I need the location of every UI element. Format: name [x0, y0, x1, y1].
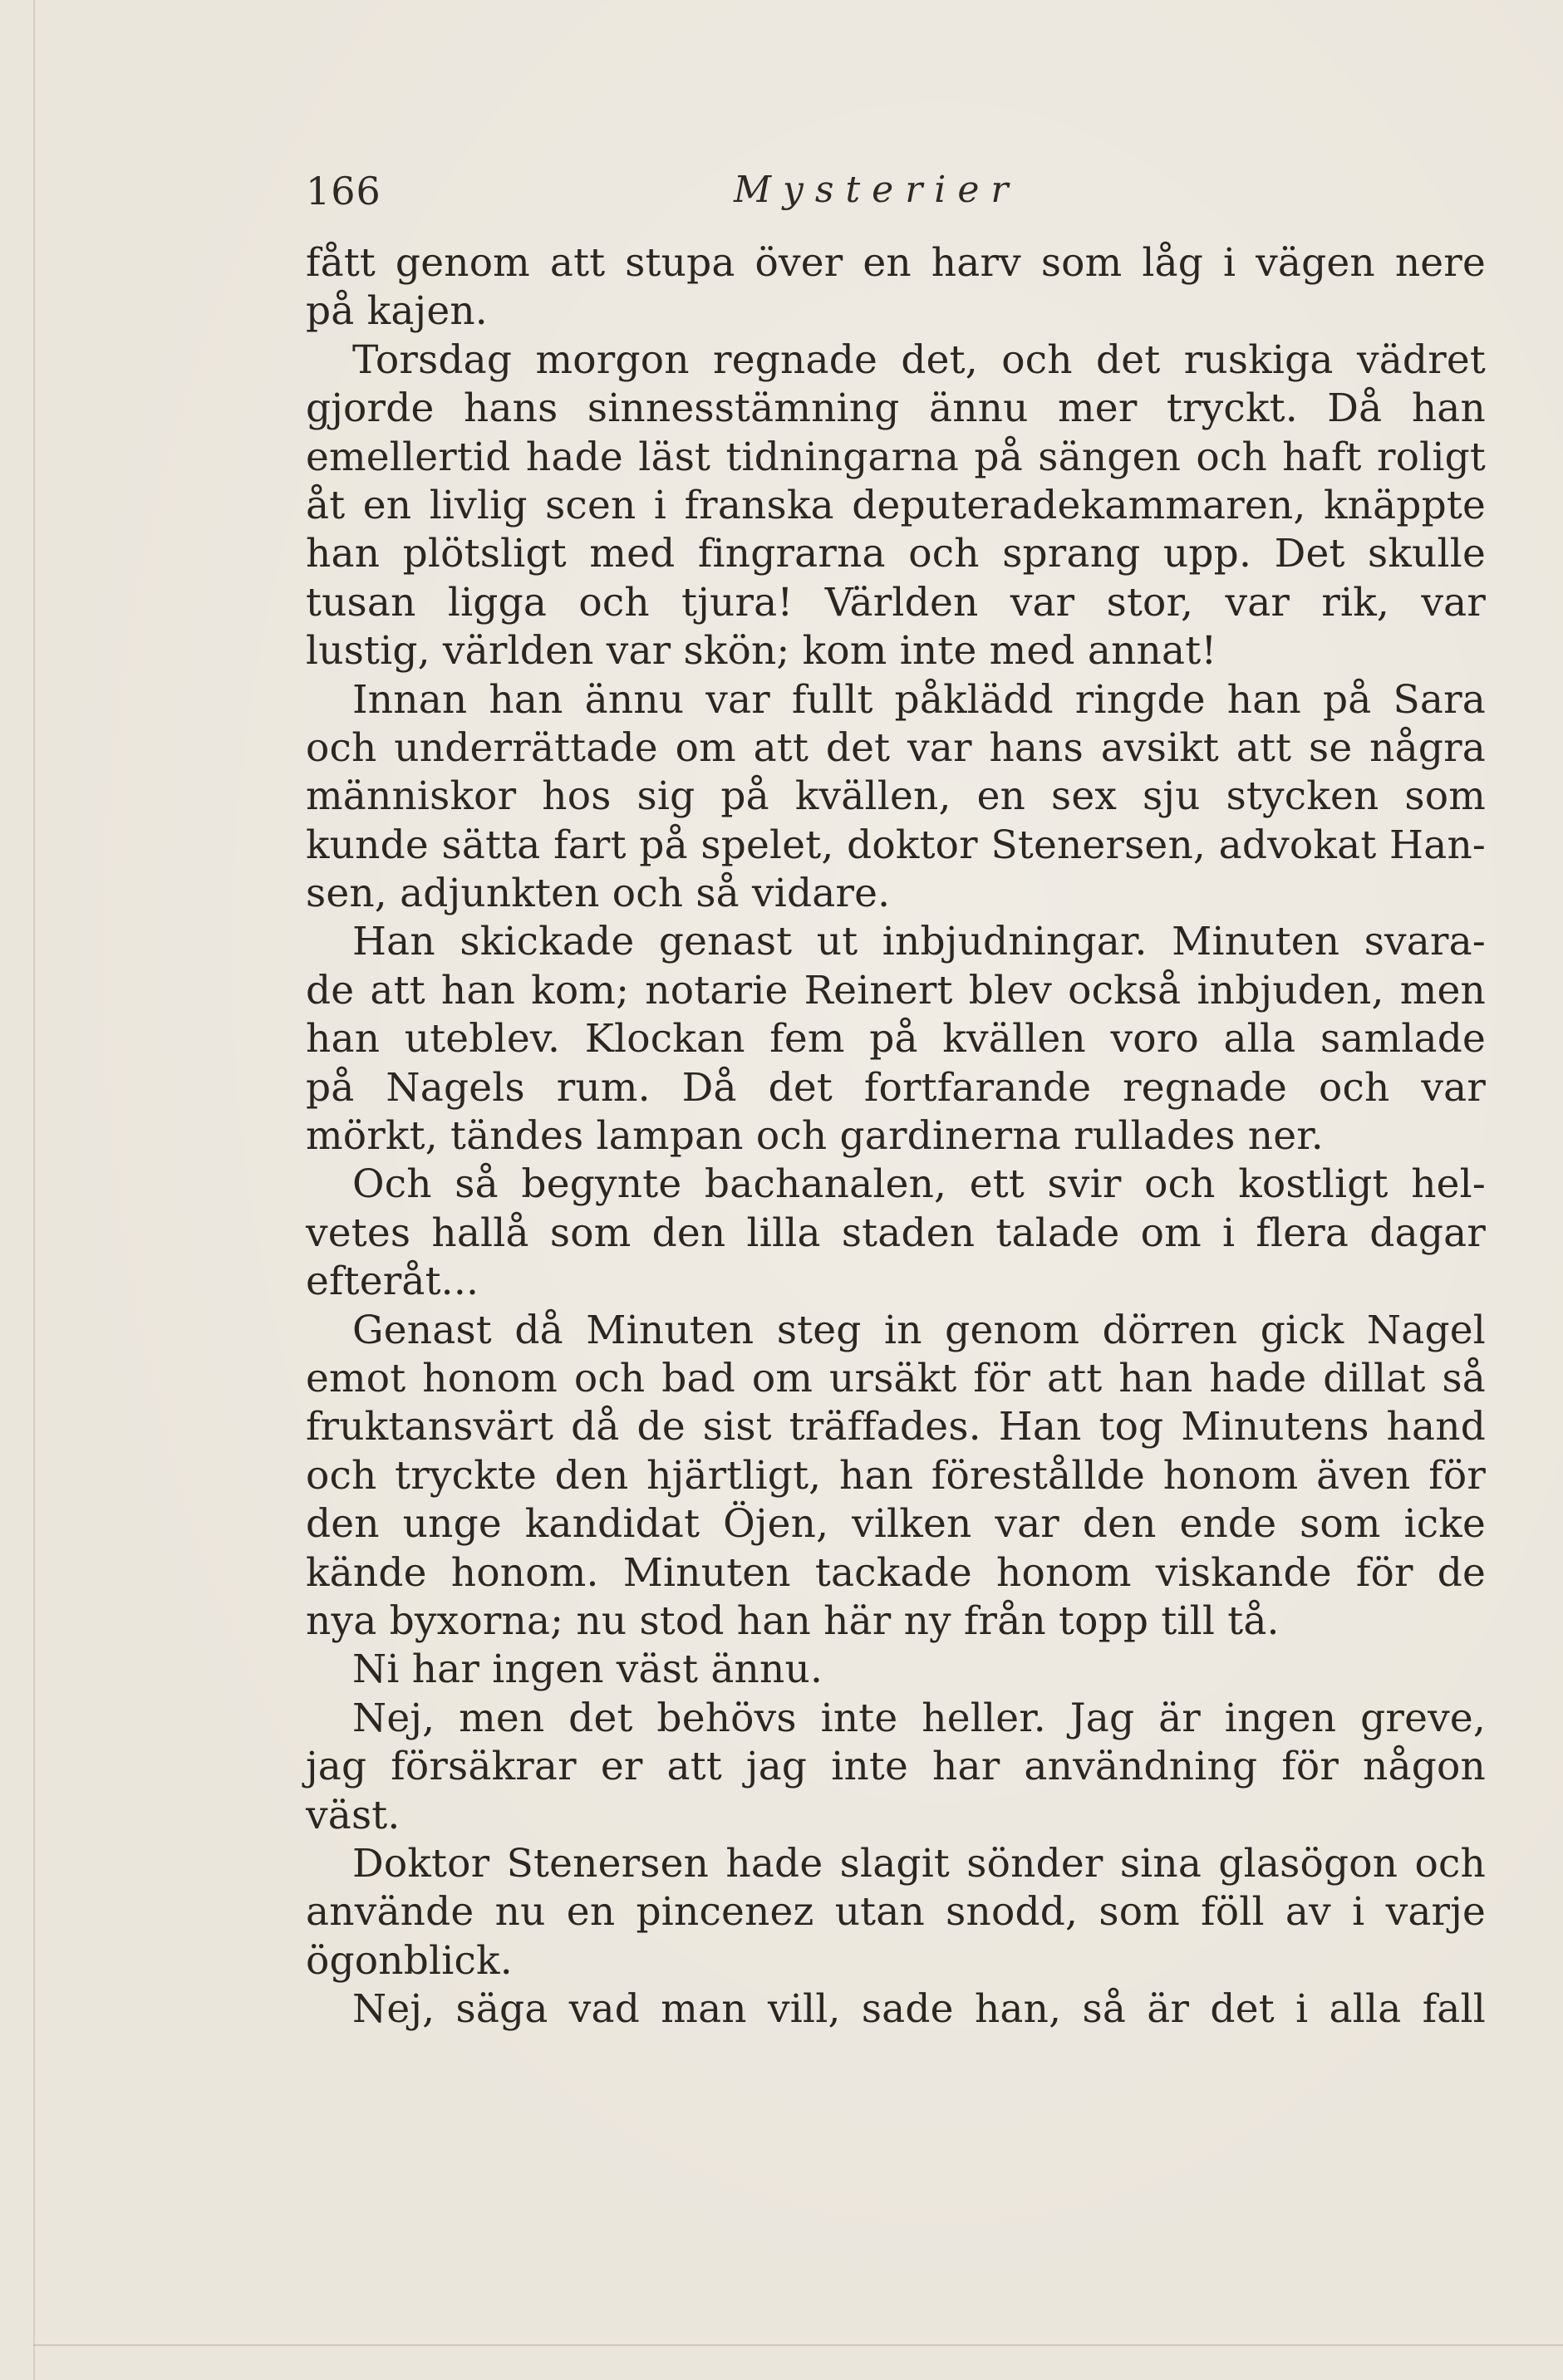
text-line: ögonblick. — [306, 1937, 513, 1984]
text-line: Innan han ännu var fullt påklädd ringde han på Sara — [352, 676, 1486, 723]
text-line: väst. — [306, 1792, 401, 1838]
text-line: emot honom och bad om ursäkt för att han hade dillat så — [306, 1355, 1486, 1401]
text-line: den unge kandidat Öjen, vilken var den ende som icke — [306, 1501, 1486, 1548]
text-line: på kajen. — [306, 288, 488, 335]
text-line: och tryckte den hjärtligt, han förestållde honom även för — [306, 1452, 1486, 1499]
text-line: Genast då Minuten steg in genom dörren gick Nagel — [352, 1307, 1486, 1353]
text-line: och underrättade om att det var hans avsikt att se några — [306, 724, 1486, 771]
text-line: kände honom. Minuten tackade honom viskande för de — [306, 1549, 1486, 1596]
text-line: Nej, men det behövs inte heller. Jag är ingen greve, — [352, 1695, 1486, 1741]
text-line: Nej, säga vad man vill, sade han, så är det i alla fall — [352, 1986, 1486, 2033]
text-line: Ni har ingen väst ännu. — [352, 1646, 823, 1693]
text-line: han uteblev. Klockan fem på kvällen voro alla samlade — [306, 1016, 1486, 1062]
text-line: Han skickade genast ut inbjudningar. Minuten svara- — [352, 919, 1486, 965]
page-number: 166 — [306, 169, 381, 213]
text-line: han plötsligt med fingrarna och sprang upp. Det skulle — [306, 531, 1486, 577]
text-line: tusan ligga och tjura! Världen var stor, var rik, var — [306, 579, 1486, 626]
page-bottom-edge — [33, 2344, 1563, 2346]
text-line: de att han kom; notarie Reinert blev också inbjuden, men — [306, 967, 1486, 1013]
body-text — [306, 239, 1486, 2034]
text-line: Och så begynte bachanalen, ett svir och kostligt hel- — [352, 1161, 1486, 1208]
text-line: fruktansvärt då de sist träffades. Han tog Minutens hand — [306, 1404, 1486, 1450]
text-line: kunde sätta fart på spelet, doktor Stenersen, advokat Han- — [306, 822, 1486, 868]
text-line: använde nu en pincenez utan snodd, som föll av i varje — [306, 1889, 1486, 1936]
text-line: efteråt... — [306, 1259, 479, 1305]
text-line: gjorde hans sinnesstämning ännu mer tryckt. Då han — [306, 385, 1486, 432]
text-line: nya byxorna; nu stod han här ny från topp till tå. — [306, 1597, 1280, 1644]
text-line: fått genom att stupa över en harv som låg i vägen nere — [306, 240, 1486, 286]
text-line: människor hos sig på kvällen, en sex sju stycken som — [306, 773, 1486, 820]
text-line: emellertid hade läst tidningarna på sängen och haft roligt — [306, 434, 1486, 480]
text-line: åt en livlig scen i franska deputeradekammaren, knäppte — [306, 482, 1486, 528]
text-line: Doktor Stenersen hade slagit sönder sina glasögon och — [352, 1840, 1486, 1887]
binding-gutter-line — [33, 0, 35, 2380]
text-line: jag försäkrar er att jag inte har användning för någon — [306, 1744, 1486, 1790]
text-line: på Nagels rum. Då det fortfarande regnade och var — [306, 1064, 1486, 1111]
text-line: mörkt, tändes lampan och gardinerna rullades ner. — [306, 1113, 1324, 1160]
text-line: vetes hallå som den lilla staden talade om i flera dagar — [306, 1210, 1486, 1256]
page-header — [306, 169, 1486, 218]
text-line: lustig, världen var skön; kom inte med annat! — [306, 628, 1217, 675]
running-title: Mysterier — [734, 169, 1020, 211]
text-line: sen, adjunkten och så vidare. — [306, 871, 891, 917]
text-line: Torsdag morgon regnade det, och det ruskiga vädret — [352, 336, 1486, 383]
